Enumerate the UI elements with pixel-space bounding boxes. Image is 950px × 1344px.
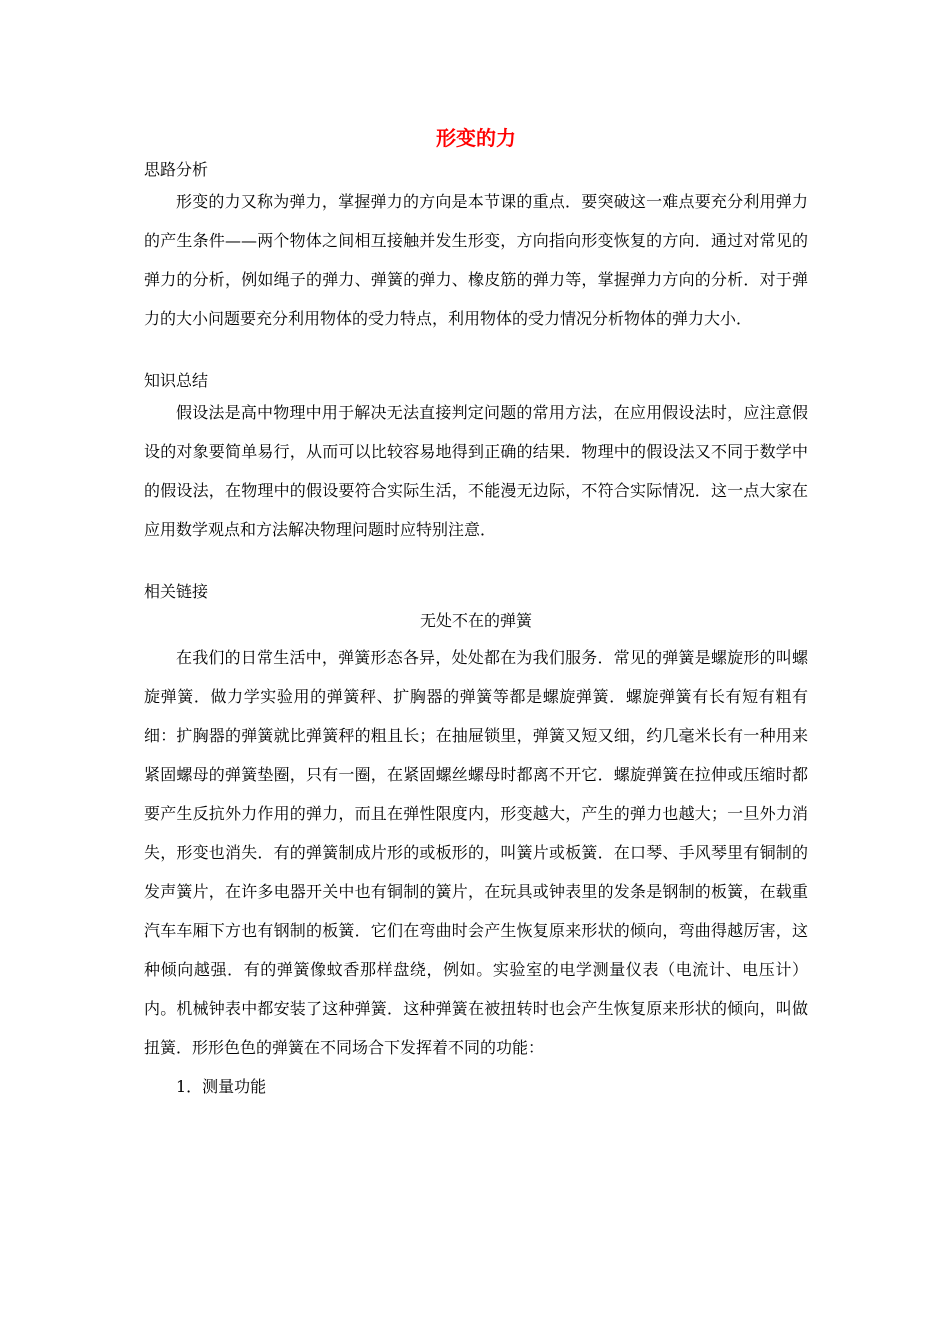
- links-paragraph: 在我们的日常生活中，弹簧形态各异，处处都在为我们服务．常见的弹簧是螺旋形的叫螺旋弹簧．做力学实验用的弹簧秤、扩胸器的弹簧等都是螺旋弹簧．螺旋弹簧有长有短有粗有细：扩胸器的弹簧就比弹簧秤的粗且长；在抽屉锁里，弹簧又短又细，约几毫米长有一种用来紧固螺母的弹簧垫圈，只有一圈，在紧固螺丝螺母时都离不开它．螺旋弹簧在拉伸或压缩时都要产生反抗外力作用的弹力，而且在弹性限度内，形变越大，产生的弹力也越大；一旦外力消失，形变也消失．有的弹簧制成片形的或板形的，叫簧片或板簧．在口琴、手风琴里有铜制的发声簧片，在许多电器开关中也有铜制的簧片，在玩具或钟表里的发条是钢制的板簧，在载重汽车车厢下方也有钢制的板簧．它们在弯曲时会产生恢复原来形状的倾向，弯曲得越厉害，这种倾向越强．有的弹簧像蚊香那样盘绕，例如。实验室的电学测量仪表（电流计、电压计）内。机械钟表中都安装了这种弹簧．这种弹簧在被扭转时也会产生恢复原来形状的倾向，叫做扭簧．形形色色的弹簧在不同场合下发挥着不同的功能：: [144, 648, 808, 1057]
- section-heading-analysis: 思路分析: [144, 160, 209, 179]
- document-page: [144, 120, 808, 1106]
- document-title: 形变的力: [436, 126, 516, 150]
- section-spacer: [144, 338, 808, 367]
- list-item-measurement: 1．测量功能: [176, 1077, 267, 1096]
- section-spacer: [144, 549, 808, 578]
- analysis-paragraph: 形变的力又称为弹力，掌握弹力的方向是本节课的重点．要突破这一难点要充分利用弹力的产生条件——两个物体之间相互接触并发生形变，方向指向形变恢复的方向．通过对常见的弹力的分析，例如绳子的弹力、弹簧的弹力、橡皮筋的弹力等，掌握弹力方向的分析．对于弹力的大小问题要充分利用物体的受力特点，利用物体的受力情况分析物体的弹力大小．: [144, 192, 808, 328]
- section-heading-summary: 知识总结: [144, 371, 209, 390]
- article-subtitle: 无处不在的弹簧: [419, 611, 532, 630]
- section-heading-links: 相关链接: [144, 582, 209, 601]
- summary-paragraph: 假设法是高中物理中用于解决无法直接判定问题的常用方法，在应用假设法时，应注意假设的对象要简单易行，从而可以比较容易地得到正确的结果．物理中的假设法又不同于数学中的假设法，在物理中的假设要符合实际生活，不能漫无边际，不符合实际情况．这一点大家在应用数学观点和方法解决物理问题时应特别注意．: [144, 403, 808, 539]
